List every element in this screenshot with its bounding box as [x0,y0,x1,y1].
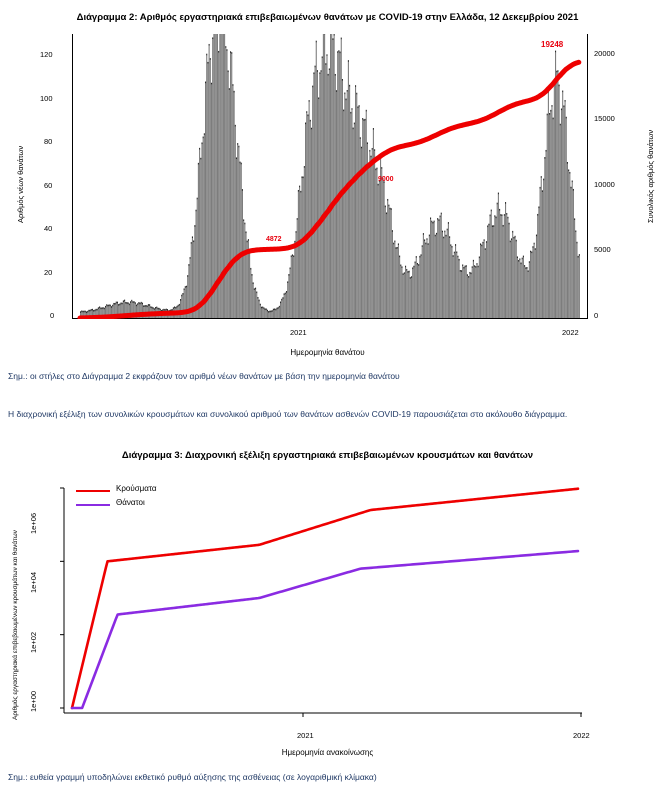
chart-2-x-axis-label: Ημερομηνία θανάτου [290,348,365,357]
chart-2-ytick-0: 0 [50,311,55,320]
chart-2-plot-area [72,34,588,319]
chart-2-annotation-total: 19248 [541,40,564,49]
chart-3-plot-area [58,470,590,724]
chart-2-ytick-100: 100 [40,94,53,103]
chart-2-xtick-2021: 2021 [290,328,307,337]
chart-3-ytick-1e00: 1e+00 [29,690,38,712]
chart-3-figure [0,448,655,778]
chart-2-canvas [72,34,588,319]
chart-2-ytick-40: 40 [44,224,53,233]
chart-2-y2tick-0: 0 [594,311,599,320]
chart-3-xtick-2021: 2021 [297,731,314,740]
chart-2-title: Διάγραμμα 2: Αριθμός εργαστηριακά επιβεβαιωμένων θανάτων με COVID-19 στην Ελλάδα, 12 Δεκεμβρίου 2021 [76,12,579,23]
chart-2-ytick-60: 60 [44,181,53,190]
chart-2-y2tick-5000: 5000 [594,245,611,254]
chart-3-title: Διάγραμμα 3: Διαχρονική εξέλιξη εργαστηριακά επιβεβαιωμένων κρουσμάτων και θανάτων [121,450,534,461]
chart-2-ytick-80: 80 [44,137,53,146]
chart-2-y-axis-label: Αριθμός νέων θανάτων [16,145,25,223]
chart-3-legend-swatch-cases [76,490,110,492]
chart-2-figure [0,8,655,358]
chart-2-y2tick-20000: 20000 [594,49,615,58]
chart-3-y-axis-label: Αριθμός εργαστηριακά επιβεβαιωμένων κρουσμάτων και θανάτων [12,530,19,720]
chart-3-legend-label-deaths: Θάνατοι [116,498,145,507]
chart-3-ytick-1e04: 1e+04 [29,571,38,593]
chart-3-legend-swatch-deaths [76,504,110,506]
chart-3-ytick-1e02: 1e+02 [29,631,38,653]
chart-2-footnote: Σημ.: οι στήλες στο Διάγραμμα 2 εκφράζουν τον αριθμό νέων θανάτων με βάση την ημερομηνία θανάτου [8,371,400,381]
chart-3-canvas [58,470,590,724]
chart-2-ytick-20: 20 [44,268,53,277]
chart-2-xtick-2022: 2022 [562,328,579,337]
chart-2-y2tick-15000: 15000 [594,114,615,123]
chart-3-x-axis-label: Ημερομηνία ανακοίνωσης [281,748,374,757]
chart-2-annotation-mid: 9000 [378,176,394,183]
chart-2-y2-axis-label: Συνολικός αριθμός θανάτων [646,129,655,223]
body-paragraph: Η διαχρονική εξέλιξη των συνολικών κρουσμάτων και συνολικού αριθμού των θανάτων ασθενών COVID-19 παρουσιάζεται στο ακόλουθο διάγραμμα. [8,409,568,419]
chart-3-legend-label-cases: Κρούσματα [116,484,157,493]
chart-2-ytick-120: 120 [40,50,53,59]
chart-2-y2tick-10000: 10000 [594,180,615,189]
chart-2-annotation-early: 4872 [266,236,282,243]
chart-3-xtick-2022: 2022 [573,731,590,740]
chart-3-ytick-1e06: 1e+06 [29,512,38,534]
chart-3-footnote: Σημ.: ευθεία γραμμή υποδηλώνει εκθετικό ρυθμό αύξησης της ασθένειας (σε λογαριθμική κλίμακα) [8,772,377,782]
